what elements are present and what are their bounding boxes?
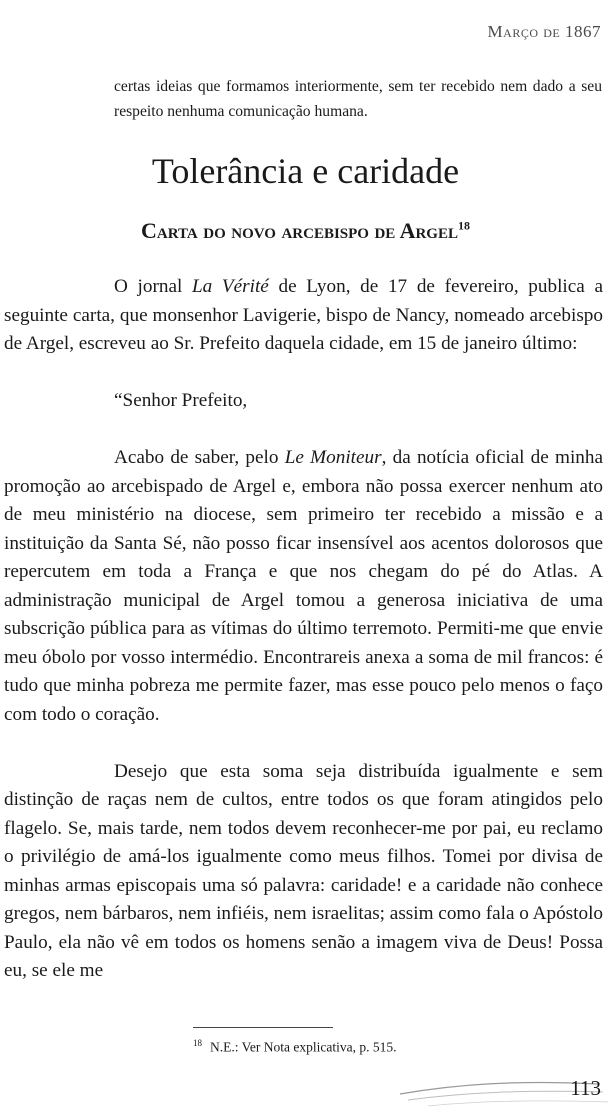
newspaper-name: Le Moniteur bbox=[284, 447, 382, 468]
newspaper-name: La Vérité bbox=[191, 276, 269, 297]
paragraph-letter-1 bbox=[4, 444, 603, 729]
paragraph-letter-2: Desejo que esta soma seja distribuída igualmente e sem distinção de raças nem de cultos, entre todos os que foram atingidos pelo flagelo. Se, mais tarde, nem todos devem reconhecer-me por pai, eu reclamo o privilégio de amá-los igualmente como meus filhos. Tomei por divisa de minhas armas episcopais uma só palavra: caridade! e a caridade não conhece gregos, nem bárbaros, nem infiéis, nem israelitas; assim como fala o Apóstolo Paulo, ela não vê em todos os homens senão a imagem viva de Deus! Possa eu, se ele me bbox=[4, 760, 603, 981]
chapter-title: Tolerância e caridade bbox=[151, 151, 460, 191]
footnote-reference[interactable]: 18 bbox=[458, 218, 470, 233]
running-head: Março de 1867 bbox=[487, 22, 601, 41]
intro-paragraph: certas ideias que formamos interiormente, sem ter recebido nem dado a seu respeito nenhuma comunicação humana. bbox=[114, 78, 602, 120]
text-run: de Lyon, de 17 de fevereiro, publica a seguinte carta, que monsenhor Lavigerie, bispo de Nancy, nomeado arcebispo de Argel, escreveu ao Sr. Prefeito daquela cidade, em 15 de janeiro último: bbox=[4, 276, 603, 354]
text-run: , da notícia oficial de minha promoção ao arcebispado de Argel e, embora não possa exercer nenhum ato de meu ministério na diocese, sem primeiro ter recebido a missão e a instituição da Santa Sé, não posso ficar insensível aos acentos dolorosos que repercutem em toda a França e que nos chegam do pé do Atlas. A administração municipal de Argel tomou a generosa iniciativa de uma subscrição pública para as vítimas do último terremoto. Permiti-me que envie meu óbolo por vosso intermédio. Encontrareis anexa a soma de mil francos: é tudo que minha pobreza me permite fazer, mas esse pouco pelo menos o faço com todo o coração. bbox=[4, 447, 603, 725]
chapter-subtitle bbox=[0, 218, 611, 244]
text-run: Acabo de saber, pelo bbox=[114, 447, 285, 468]
page-number: 113 bbox=[570, 1076, 601, 1100]
article-body bbox=[4, 273, 603, 1014]
footnote-divider bbox=[193, 1027, 333, 1028]
letter-greeting: “Senhor Prefeito, bbox=[114, 390, 248, 411]
subtitle-text: Carta do novo arcebispo de Argel bbox=[141, 218, 458, 243]
paragraph-intro-letter bbox=[4, 273, 603, 359]
footnote-text: N.E.: Ver Nota explicativa, p. 515. bbox=[210, 1039, 397, 1055]
footnote bbox=[193, 1034, 396, 1057]
text-run: O jornal bbox=[114, 276, 192, 297]
footnote-marker: 18 bbox=[193, 1038, 202, 1048]
